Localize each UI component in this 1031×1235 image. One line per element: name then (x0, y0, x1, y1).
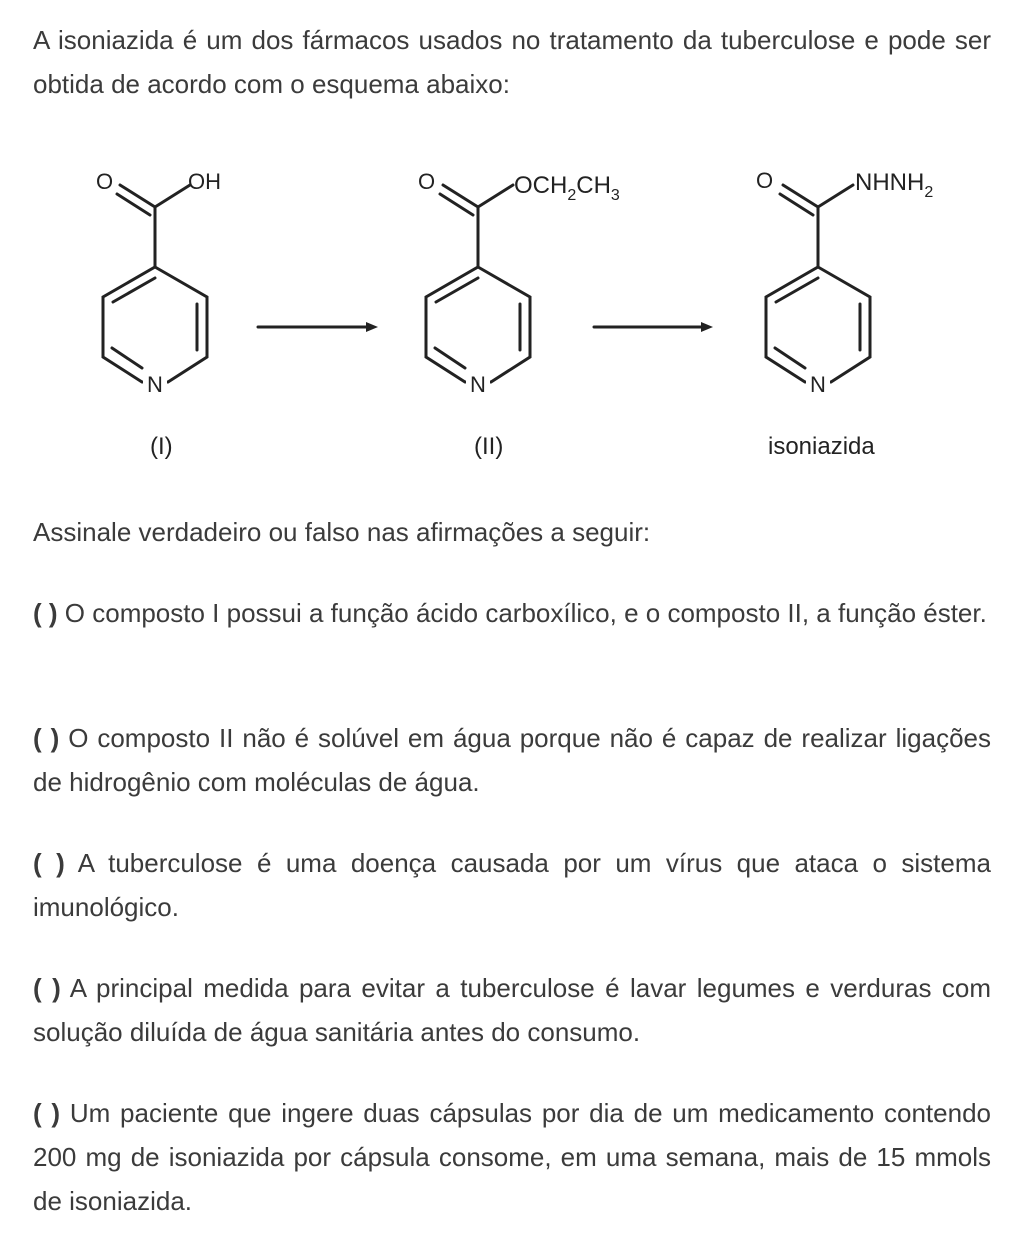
compound-1-substituent: OH (188, 169, 221, 194)
compound-2-carbonyl-bond (443, 185, 478, 207)
true-false-marker-4: ( ) (33, 973, 61, 1003)
compound-2-structure (418, 169, 620, 397)
compound-2-label: (II) (474, 433, 504, 460)
reaction-arrow-2 (594, 322, 713, 332)
statement-3 (33, 841, 991, 929)
compound-1-carbonyl-bond-2 (117, 194, 150, 215)
compound-1-label: (I) (150, 433, 173, 460)
compound-3-substituent: $NHNH_2$ (855, 169, 934, 201)
compound-1-ring (103, 267, 207, 382)
compound-3-nitrogen: N (810, 372, 826, 397)
intro-text: A isoniazida é um dos fármacos usados no tratamento da tuberculose e pode ser obtida de acordo com o esquema abaixo: (33, 25, 991, 99)
statement-4-text: A principal medida para evitar a tuberculose é lavar legumes e verduras com solução diluída de água sanitária antes do consumo. (33, 973, 991, 1047)
true-false-marker-1: ( ) (33, 598, 58, 628)
true-false-marker-2: ( ) (33, 723, 60, 753)
compound-2-ring (426, 267, 530, 382)
statement-2-text: O composto II não é solúvel em água porque não é capaz de realizar ligações de hidrogênio com moléculas de água. (33, 723, 991, 797)
compound-1-nitrogen: N (147, 372, 163, 397)
statement-5-text: Um paciente que ingere duas cápsulas por dia de um medicamento contendo 200 mg de isoniazida por cápsula consome, em uma semana, mais de 15 mmols de isoniazida. (33, 1098, 991, 1216)
compound-1-oxygen: O (96, 169, 114, 194)
compound-1-carbonyl-bond (120, 185, 155, 207)
true-false-marker-5: ( ) (33, 1098, 61, 1128)
true-false-marker-3: ( ) (33, 848, 65, 878)
compound-2-ring-double-1 (436, 278, 478, 302)
compound-1-structure (96, 169, 221, 397)
compound-2-ester-bond (478, 185, 513, 207)
compound-2-oxygen: O (418, 169, 436, 194)
compound-1-hydroxyl-bond (155, 185, 190, 207)
statement-3-text: A tuberculose é uma doença causada por um vírus que ataca o sistema imunológico. (33, 848, 991, 922)
reaction-scheme-drawing (0, 140, 1031, 480)
statement-5 (33, 1091, 991, 1223)
compound-3-carbonyl-bond-2 (780, 194, 813, 215)
compound-3-ring (766, 267, 870, 382)
compound-2-nitrogen: N (470, 372, 486, 397)
compound-1-ring-double-1 (113, 278, 155, 302)
compound-3-structure (756, 168, 933, 397)
statement-1 (33, 591, 991, 635)
reaction-arrow-1 (258, 322, 378, 332)
compound-2-substituent: $OCH_2CH_3$ (514, 172, 620, 204)
statement-1-text: O composto I possui a função ácido carboxílico, e o composto II, a função éster. (64, 598, 987, 628)
statement-2 (33, 716, 991, 804)
compound-3-oxygen: O (756, 168, 774, 193)
compound-3-carbonyl-bond (783, 185, 818, 207)
question-prompt: Assinale verdadeiro ou falso nas afirmações a seguir: (33, 517, 651, 547)
compound-3-label: isoniazida (768, 433, 875, 460)
compound-3-hydrazide-bond (818, 185, 853, 207)
reaction-scheme (0, 140, 1031, 480)
compound-3-ring-double-1 (776, 278, 818, 302)
statement-4 (33, 966, 991, 1054)
compound-2-carbonyl-bond-2 (440, 194, 473, 215)
